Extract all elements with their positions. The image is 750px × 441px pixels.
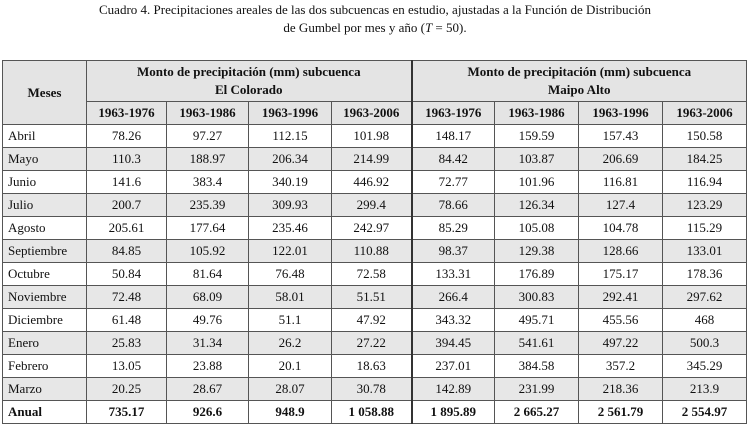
- table-total-row: [3, 401, 747, 424]
- value-cell: 26.2: [249, 332, 332, 355]
- value-cell: 383.4: [167, 171, 249, 194]
- value-cell: 127.4: [579, 194, 663, 217]
- value-cell: 84.85: [87, 240, 167, 263]
- month-cell: Diciembre: [3, 309, 87, 332]
- value-cell: 541.61: [495, 332, 579, 355]
- value-cell: 446.92: [332, 171, 412, 194]
- caption-variable: T: [424, 20, 433, 35]
- value-cell: 2 561.79: [579, 401, 663, 424]
- month-cell: Agosto: [3, 217, 87, 240]
- caption-line-2-post: = 50).: [432, 20, 467, 35]
- value-cell: 300.83: [495, 286, 579, 309]
- period-header: 1963-2006: [332, 102, 412, 125]
- value-cell: 129.38: [495, 240, 579, 263]
- value-cell: 49.76: [167, 309, 249, 332]
- value-cell: 1 895.89: [412, 401, 495, 424]
- value-cell: 468: [663, 309, 747, 332]
- month-cell: Junio: [3, 171, 87, 194]
- value-cell: 13.05: [87, 355, 167, 378]
- value-cell: 176.89: [495, 263, 579, 286]
- value-cell: 1 058.88: [332, 401, 412, 424]
- value-cell: 206.69: [579, 148, 663, 171]
- value-cell: 150.58: [663, 125, 747, 148]
- value-cell: 266.4: [412, 286, 495, 309]
- table-row: [3, 148, 747, 171]
- group-el-colorado-line1: Monto de precipitación (mm) subcuenca: [136, 64, 361, 79]
- table-row: [3, 194, 747, 217]
- value-cell: 18.63: [332, 355, 412, 378]
- period-header: 1963-1986: [495, 102, 579, 125]
- value-cell: 51.51: [332, 286, 412, 309]
- value-cell: 20.25: [87, 378, 167, 401]
- value-cell: 455.56: [579, 309, 663, 332]
- caption-line-2: [0, 19, 750, 37]
- value-cell: 112.15: [249, 125, 332, 148]
- value-cell: 213.9: [663, 378, 747, 401]
- period-header: 1963-1996: [579, 102, 663, 125]
- value-cell: 394.45: [412, 332, 495, 355]
- value-cell: 81.64: [167, 263, 249, 286]
- value-cell: 2 554.97: [663, 401, 747, 424]
- table-row: [3, 240, 747, 263]
- value-cell: 157.43: [579, 125, 663, 148]
- value-cell: 122.01: [249, 240, 332, 263]
- value-cell: 31.34: [167, 332, 249, 355]
- value-cell: 103.87: [495, 148, 579, 171]
- table-row: [3, 355, 747, 378]
- value-cell: 115.29: [663, 217, 747, 240]
- value-cell: 28.07: [249, 378, 332, 401]
- value-cell: 235.46: [249, 217, 332, 240]
- month-cell: Octubre: [3, 263, 87, 286]
- value-cell: 104.78: [579, 217, 663, 240]
- month-cell: Mayo: [3, 148, 87, 171]
- value-cell: 84.42: [412, 148, 495, 171]
- value-cell: 343.32: [412, 309, 495, 332]
- precipitation-table: [2, 60, 747, 424]
- value-cell: 218.36: [579, 378, 663, 401]
- value-cell: 184.25: [663, 148, 747, 171]
- value-cell: 497.22: [579, 332, 663, 355]
- value-cell: 78.66: [412, 194, 495, 217]
- table-row: [3, 332, 747, 355]
- month-cell: Enero: [3, 332, 87, 355]
- value-cell: 20.1: [249, 355, 332, 378]
- table-body: [3, 125, 747, 424]
- table-row: [3, 286, 747, 309]
- value-cell: 292.41: [579, 286, 663, 309]
- value-cell: 98.37: [412, 240, 495, 263]
- group-maipo-alto-line2: Maipo Alto: [548, 82, 611, 97]
- value-cell: 206.34: [249, 148, 332, 171]
- value-cell: 27.22: [332, 332, 412, 355]
- table-row: [3, 378, 747, 401]
- value-cell: 123.29: [663, 194, 747, 217]
- value-cell: 50.84: [87, 263, 167, 286]
- value-cell: 142.89: [412, 378, 495, 401]
- group-el-colorado-line2: El Colorado: [214, 82, 283, 97]
- value-cell: 309.93: [249, 194, 332, 217]
- value-cell: 205.61: [87, 217, 167, 240]
- value-cell: 345.29: [663, 355, 747, 378]
- value-cell: 357.2: [579, 355, 663, 378]
- value-cell: 159.59: [495, 125, 579, 148]
- value-cell: 178.36: [663, 263, 747, 286]
- value-cell: 237.01: [412, 355, 495, 378]
- value-cell: 116.94: [663, 171, 747, 194]
- value-cell: 72.58: [332, 263, 412, 286]
- value-cell: 47.92: [332, 309, 412, 332]
- period-header: 1963-2006: [663, 102, 747, 125]
- value-cell: 72.48: [87, 286, 167, 309]
- table-row: [3, 125, 747, 148]
- value-cell: 78.26: [87, 125, 167, 148]
- value-cell: 299.4: [332, 194, 412, 217]
- header-group-el-colorado: [87, 61, 412, 102]
- value-cell: 500.3: [663, 332, 747, 355]
- value-cell: 101.96: [495, 171, 579, 194]
- value-cell: 105.08: [495, 217, 579, 240]
- month-cell: Abril: [3, 125, 87, 148]
- group-maipo-alto-line1: Monto de precipitación (mm) subcuenca: [467, 64, 692, 79]
- period-header-row: [3, 102, 747, 125]
- value-cell: 128.66: [579, 240, 663, 263]
- value-cell: 51.1: [249, 309, 332, 332]
- month-cell: Anual: [3, 401, 87, 424]
- value-cell: 85.29: [412, 217, 495, 240]
- caption-line-1: Cuadro 4. Precipitaciones areales de las dos subcuencas en estudio, ajustadas a la Función de Distribución: [99, 2, 651, 17]
- period-header: 1963-1996: [249, 102, 332, 125]
- value-cell: 495.71: [495, 309, 579, 332]
- value-cell: 110.3: [87, 148, 167, 171]
- table-row: [3, 309, 747, 332]
- month-cell: Septiembre: [3, 240, 87, 263]
- header-group-maipo-alto: [412, 61, 747, 102]
- value-cell: 72.77: [412, 171, 495, 194]
- value-cell: 188.97: [167, 148, 249, 171]
- value-cell: 133.01: [663, 240, 747, 263]
- month-cell: Marzo: [3, 378, 87, 401]
- month-cell: Febrero: [3, 355, 87, 378]
- table-row: [3, 217, 747, 240]
- value-cell: 214.99: [332, 148, 412, 171]
- value-cell: 101.98: [332, 125, 412, 148]
- value-cell: 28.67: [167, 378, 249, 401]
- value-cell: 242.97: [332, 217, 412, 240]
- value-cell: 384.58: [495, 355, 579, 378]
- value-cell: 25.83: [87, 332, 167, 355]
- table-row: [3, 263, 747, 286]
- header-meses: Meses: [3, 61, 87, 125]
- value-cell: 141.6: [87, 171, 167, 194]
- value-cell: 235.39: [167, 194, 249, 217]
- value-cell: 126.34: [495, 194, 579, 217]
- value-cell: 735.17: [87, 401, 167, 424]
- value-cell: 97.27: [167, 125, 249, 148]
- period-header: 1963-1976: [87, 102, 167, 125]
- value-cell: 297.62: [663, 286, 747, 309]
- period-header: 1963-1986: [167, 102, 249, 125]
- value-cell: 177.64: [167, 217, 249, 240]
- value-cell: 2 665.27: [495, 401, 579, 424]
- value-cell: 231.99: [495, 378, 579, 401]
- value-cell: 133.31: [412, 263, 495, 286]
- value-cell: 948.9: [249, 401, 332, 424]
- value-cell: 61.48: [87, 309, 167, 332]
- value-cell: 110.88: [332, 240, 412, 263]
- value-cell: 926.6: [167, 401, 249, 424]
- value-cell: 340.19: [249, 171, 332, 194]
- value-cell: 68.09: [167, 286, 249, 309]
- period-header: 1963-1976: [412, 102, 495, 125]
- caption-line-2-pre: de Gumbel por mes y año (: [283, 20, 425, 35]
- value-cell: 23.88: [167, 355, 249, 378]
- value-cell: 58.01: [249, 286, 332, 309]
- value-cell: 76.48: [249, 263, 332, 286]
- value-cell: 200.7: [87, 194, 167, 217]
- month-cell: Julio: [3, 194, 87, 217]
- value-cell: 116.81: [579, 171, 663, 194]
- value-cell: 30.78: [332, 378, 412, 401]
- month-cell: Noviembre: [3, 286, 87, 309]
- table-caption: [0, 0, 750, 57]
- value-cell: 148.17: [412, 125, 495, 148]
- value-cell: 105.92: [167, 240, 249, 263]
- table-row: [3, 171, 747, 194]
- value-cell: 175.17: [579, 263, 663, 286]
